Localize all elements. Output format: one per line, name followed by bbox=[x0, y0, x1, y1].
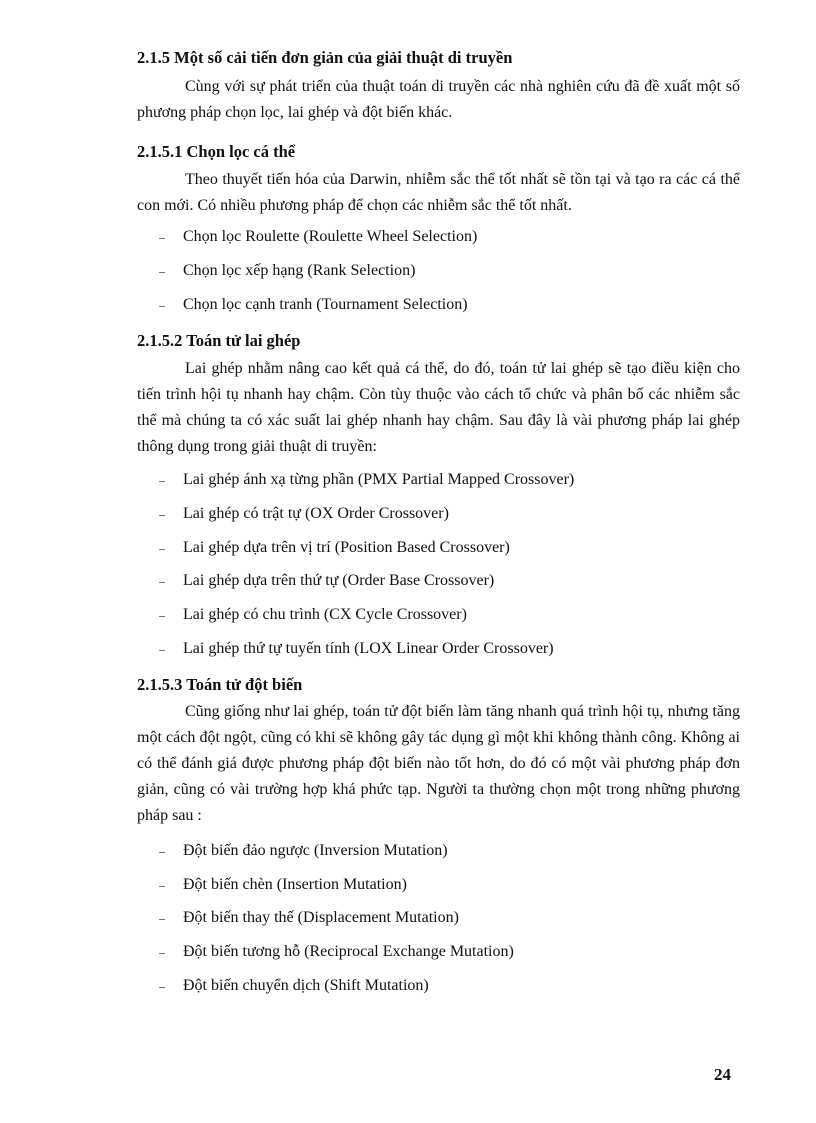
dash-bullet-icon bbox=[159, 650, 165, 651]
dash-bullet-icon bbox=[159, 886, 165, 887]
list-item-text: Chọn lọc xếp hạng (Rank Selection) bbox=[183, 262, 416, 279]
dash-bullet-icon bbox=[159, 549, 165, 550]
list-item-text: Lai ghép dựa trên vị trí (Position Based Crossover) bbox=[183, 539, 510, 556]
section-heading-2-1-5: 2.1.5 Một số cải tiến đơn giản của giải thuật di truyền bbox=[137, 48, 513, 67]
list-item-text: Đột biến tương hỗ (Reciprocal Exchange Mutation) bbox=[183, 943, 514, 960]
list-item-text: Đột biến chuyển dịch (Shift Mutation) bbox=[183, 977, 429, 994]
list-item-text: Lai ghép có chu trình (CX Cycle Crossover) bbox=[183, 606, 467, 623]
section-heading-2-1-5-2: 2.1.5.2 Toán tử lai ghép bbox=[137, 331, 301, 350]
section-heading-2-1-5-3: 2.1.5.3 Toán tử đột biến bbox=[137, 675, 303, 694]
dash-bullet-icon bbox=[159, 238, 165, 239]
dash-bullet-icon bbox=[159, 919, 165, 920]
dash-bullet-icon bbox=[159, 987, 165, 988]
list-item-text: Đột biến chèn (Insertion Mutation) bbox=[183, 876, 407, 893]
dash-bullet-icon bbox=[159, 953, 165, 954]
selection-paragraph: Theo thuyết tiến hóa của Darwin, nhiễm sắc thể tốt nhất sẽ tồn tại và tạo ra các cá thể con mới. Có nhiều phương pháp để chọn các nhiễm sắc thể tốt nhất. bbox=[137, 171, 740, 214]
section-heading-2-1-5-1: 2.1.5.1 Chọn lọc cá thể bbox=[137, 142, 296, 161]
list-item-text: Lai ghép thứ tự tuyến tính (LOX Linear Order Crossover) bbox=[183, 640, 554, 657]
dash-bullet-icon bbox=[159, 582, 165, 583]
dash-bullet-icon bbox=[159, 272, 165, 273]
section-intro-paragraph: Cùng với sự phát triển của thuật toán di truyền các nhà nghiên cứu đã đề xuất một số phương pháp chọn lọc, lai ghép và đột biến khác. bbox=[137, 78, 740, 121]
page-number: 24 bbox=[714, 1065, 731, 1084]
list-item-text: Đột biến thay thế (Displacement Mutation) bbox=[183, 909, 459, 926]
list-item-text: Lai ghép ánh xạ từng phần (PMX Partial Mapped Crossover) bbox=[183, 471, 575, 488]
dash-bullet-icon bbox=[159, 852, 165, 853]
dash-bullet-icon bbox=[159, 306, 165, 307]
list-item-text: Chọn lọc Roulette (Roulette Wheel Selection) bbox=[183, 228, 478, 245]
list-item-text: Lai ghép dựa trên thứ tự (Order Base Crossover) bbox=[183, 572, 495, 589]
list-item-text: Chọn lọc cạnh tranh (Tournament Selection) bbox=[183, 296, 468, 313]
dash-bullet-icon bbox=[159, 515, 165, 516]
crossover-paragraph: Lai ghép nhằm nâng cao kết quả cá thể, do đó, toán tử lai ghép sẽ tạo điều kiện cho tiến trình hội tụ nhanh hay chậm. Còn tùy thuộc vào cách tổ chức và phân bố các nhiễm sắc thể mà chúng ta có xác suất lai ghép nhanh hay chậm. Sau đây là vài phương pháp lai ghép thông dụng trong giải thuật di truyền: bbox=[137, 360, 740, 455]
dash-bullet-icon bbox=[159, 616, 165, 617]
mutation-paragraph: Cũng giống như lai ghép, toán tử đột biến làm tăng nhanh quá trình hội tụ, nhưng tăng một cách đột ngột, cũng có khi sẽ không gây tác dụng gì một khi không thành công. Không ai có thể đánh giá được phương pháp đột biến nào tốt hơn, do đó có một vài phương pháp đơn giản, cũng có vài trường hợp khá phức tạp. Người ta thường chọn một trong những phương pháp sau : bbox=[137, 703, 740, 824]
dash-bullet-icon bbox=[159, 481, 165, 482]
list-item-text: Lai ghép có trật tự (OX Order Crossover) bbox=[183, 505, 449, 522]
list-item-text: Đột biến đảo ngược (Inversion Mutation) bbox=[183, 842, 448, 859]
